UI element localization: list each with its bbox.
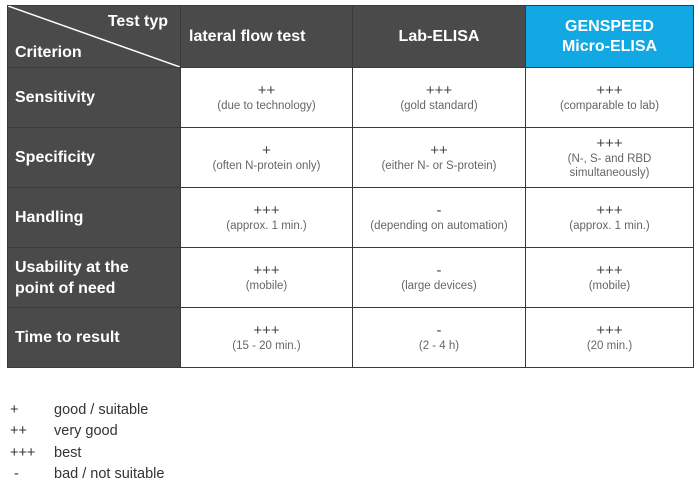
table-row [8, 128, 694, 188]
rating-mark: +++ [596, 82, 623, 99]
rating-mark: +++ [425, 82, 453, 99]
criterion-usability: Usability at the point of need [8, 248, 181, 308]
rating-note: (depending on automation) [370, 220, 508, 232]
column-header-lab-elisa: Lab-ELISA [353, 6, 526, 68]
rating-note: (15 - 20 min.) [232, 340, 301, 352]
rating-cell [353, 188, 526, 248]
legend-symbol: ++ [10, 423, 27, 440]
rating-cell [181, 248, 353, 308]
rating-cell [526, 188, 694, 248]
rating-mark: +++ [253, 202, 280, 219]
rating-mark: ++ [257, 82, 276, 99]
legend-text: best [54, 444, 82, 461]
rating-cell [353, 128, 526, 188]
rating-cell [181, 308, 353, 368]
legend-text: bad / not suitable [54, 466, 165, 483]
rating-mark: + [262, 142, 271, 159]
rating-cell [181, 188, 353, 248]
rating-mark: - [436, 202, 442, 219]
rating-cell [181, 68, 353, 128]
rating-cell [526, 68, 694, 128]
rating-cell [526, 128, 694, 188]
rating-mark: +++ [596, 322, 623, 339]
rating-mark: +++ [253, 262, 280, 279]
corner-header-cell [8, 6, 181, 68]
rating-mark: +++ [596, 135, 623, 152]
table-row [8, 248, 694, 308]
rating-note: (often N-protein only) [212, 160, 321, 172]
table-row [8, 68, 694, 128]
rating-note: simultaneously) [569, 167, 650, 179]
rating-note: (mobile) [245, 280, 288, 292]
legend-item [10, 399, 310, 421]
rating-mark: - [436, 262, 442, 279]
rating-mark: +++ [596, 202, 623, 219]
rating-note: (either N- or S-protein) [381, 160, 497, 172]
table-row [8, 188, 694, 248]
rating-note: (due to technology) [217, 100, 316, 112]
legend-symbol: - [10, 466, 19, 483]
rating-note: (large devices) [401, 280, 477, 292]
table-row [8, 308, 694, 368]
rating-cell [353, 248, 526, 308]
table-header-row [8, 6, 694, 68]
rating-cell [181, 128, 353, 188]
rating-mark: +++ [596, 262, 623, 279]
legend-item [10, 464, 310, 486]
legend-item [10, 442, 310, 464]
rating-mark: - [436, 322, 442, 339]
rating-note: (approx. 1 min.) [226, 220, 307, 232]
rating-cell [526, 308, 694, 368]
legend-text: good / suitable [54, 401, 149, 418]
rating-note: (gold standard) [400, 100, 478, 112]
rating-note: (2 - 4 h) [418, 340, 460, 352]
criterion-handling: Handling [8, 188, 181, 248]
rating-mark: ++ [430, 142, 448, 159]
rating-note: (mobile) [588, 280, 631, 292]
legend-symbol: +++ [10, 444, 36, 461]
comparison-table [7, 5, 694, 368]
rating-mark: +++ [253, 322, 280, 339]
rating-note: (approx. 1 min.) [569, 220, 650, 232]
comparison-table-container [7, 5, 693, 367]
corner-label-criterion: Criterion [15, 44, 82, 61]
criterion-time-to-result: Time to result [8, 308, 181, 368]
rating-note: (comparable to lab) [559, 100, 660, 112]
rating-cell [353, 308, 526, 368]
criterion-specificity: Specificity [8, 128, 181, 188]
legend-text: very good [54, 423, 118, 440]
rating-legend [10, 399, 310, 485]
legend-symbol: + [10, 401, 19, 418]
rating-cell [353, 68, 526, 128]
rating-cell [526, 248, 694, 308]
corner-label-test-type: Test typ [107, 13, 168, 30]
rating-note: (20 min.) [586, 340, 633, 352]
column-header-genspeed: GENSPEED Micro-ELISA [526, 6, 694, 68]
rating-note: (N-, S- and RBD [567, 153, 652, 165]
column-header-lateral-flow: lateral flow test [181, 6, 353, 68]
criterion-sensitivity: Sensitivity [8, 68, 181, 128]
legend-item [10, 421, 310, 443]
